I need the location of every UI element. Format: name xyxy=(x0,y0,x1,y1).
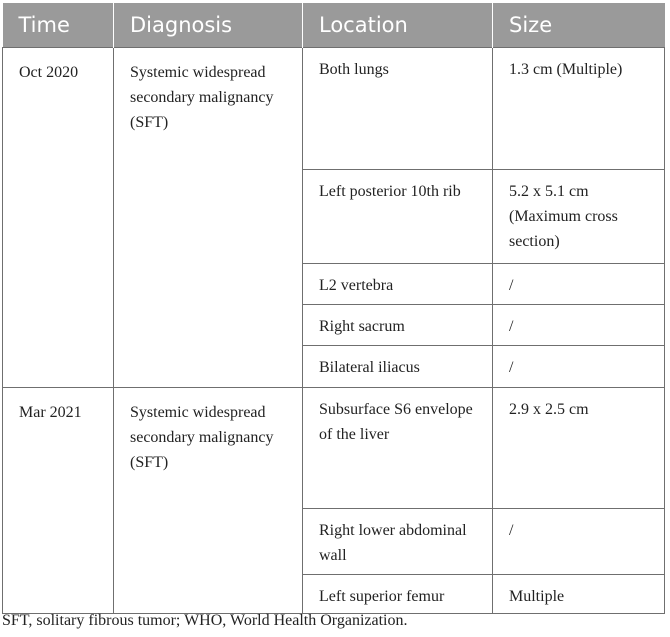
location-cell: Both lungs xyxy=(303,48,493,170)
size-cell: 5.2 x 5.1 cm (Maximum cross section) xyxy=(493,170,665,264)
time-cell: Mar 2021 xyxy=(3,388,114,614)
header-size: Size xyxy=(493,3,665,48)
header-time: Time xyxy=(3,3,114,48)
location-cell: Right lower abdominal wall xyxy=(303,509,493,575)
location-cell: L2 vertebra xyxy=(303,264,493,305)
metastasis-table xyxy=(2,3,665,614)
size-cell: 1.3 cm (Multiple) xyxy=(493,48,665,170)
table-body xyxy=(3,48,665,614)
size-cell: Multiple xyxy=(493,575,665,614)
table-row xyxy=(3,48,665,170)
location-cell: Right sacrum xyxy=(303,305,493,346)
location-cell: Subsurface S6 envelope of the liver xyxy=(303,388,493,509)
size-cell: / xyxy=(493,264,665,305)
size-cell: / xyxy=(493,509,665,575)
table-header xyxy=(3,3,665,48)
size-cell: 2.9 x 2.5 cm xyxy=(493,388,665,509)
header-diagnosis: Diagnosis xyxy=(114,3,303,48)
table-footnote: SFT, solitary fibrous tumor; WHO, World Health Organization. xyxy=(2,612,408,629)
table-container xyxy=(2,3,664,614)
time-cell: Oct 2020 xyxy=(3,48,114,388)
location-cell: Left posterior 10th rib xyxy=(303,170,493,264)
diagnosis-cell: Systemic widespread secondary malignancy (SFT) xyxy=(114,388,303,614)
table-row xyxy=(3,388,665,509)
size-cell: / xyxy=(493,346,665,388)
location-cell: Bilateral iliacus xyxy=(303,346,493,388)
location-cell: Left superior femur xyxy=(303,575,493,614)
header-location: Location xyxy=(303,3,493,48)
size-cell: / xyxy=(493,305,665,346)
diagnosis-cell: Systemic widespread secondary malignancy (SFT) xyxy=(114,48,303,388)
